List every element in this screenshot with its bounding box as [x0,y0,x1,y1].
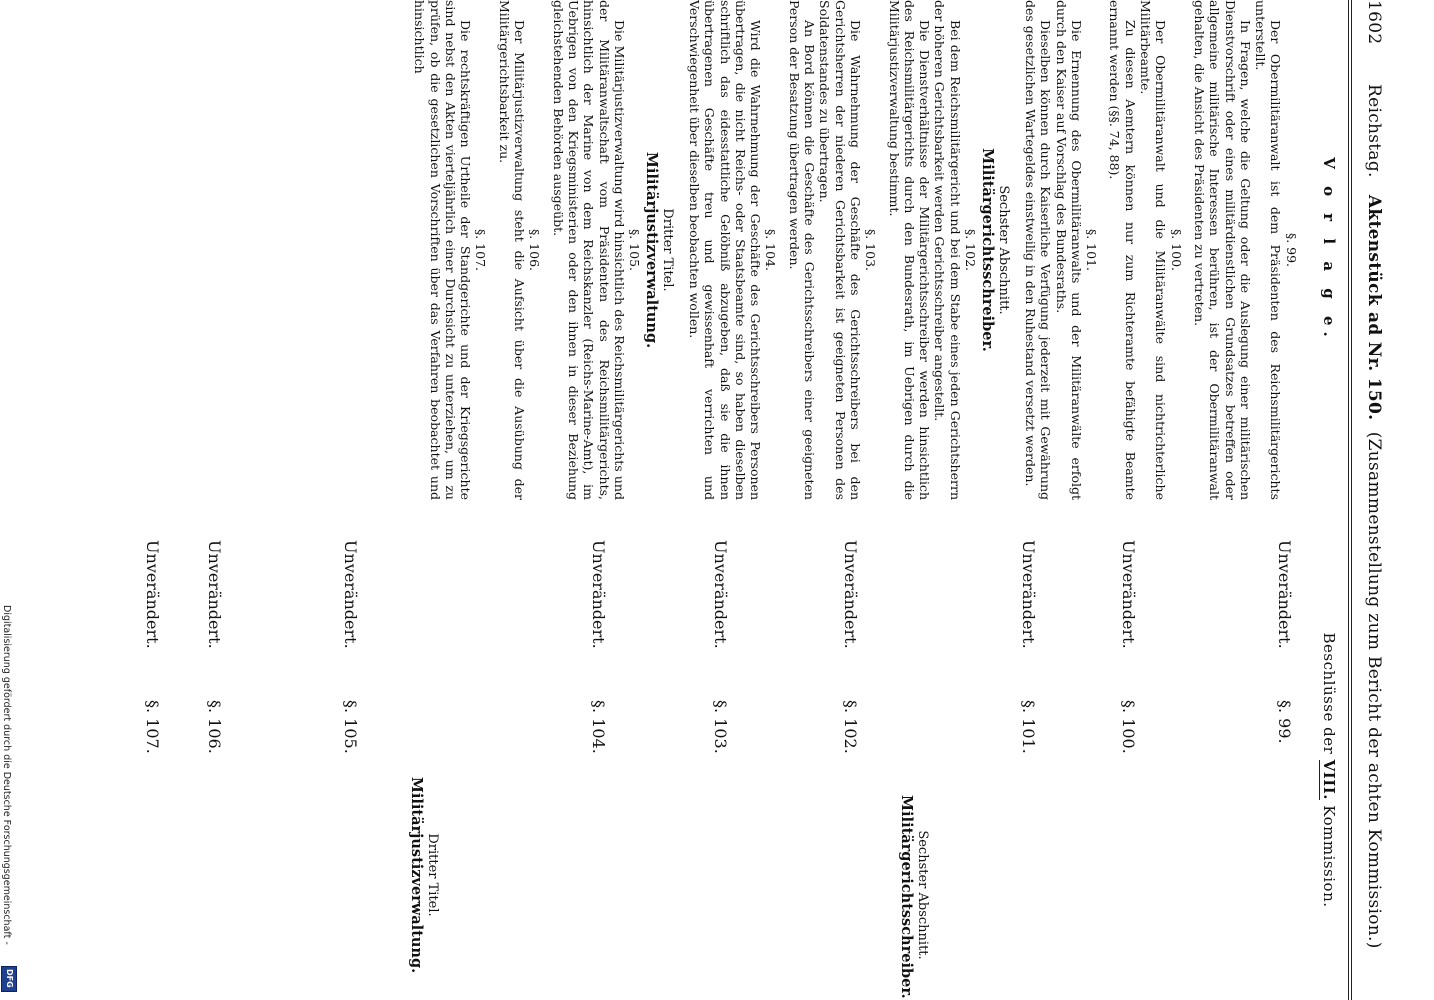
paragraph-id: §. 106. [527,228,543,272]
paragraph-text: Die Dienstverhältnisse der Militärgerichtsschreiber werden hinsichtlich des Reichsmilitärgerichts durch den Bundesrath, im Uebrigen durch die Militärjustizverwaltung bestimmt. [886,0,933,500]
decision-paragraph-id: §. 104. [589,700,608,754]
decision-paragraph-id: §. 100. [1119,700,1138,754]
paragraph-text: In Fragen, welche die Geltung oder die Auslegung einer militärischen Dienstvorschrift oder eines militärdienstlichen Grundsatzes betreffen oder allgemeine militärische Interessen berühren, ist der Obermilitäranwalt gehalten, die Ansicht des Präsidenten zu vertreten. [1191,0,1253,500]
chapter-subtitle: Militärjustizverwaltung. [408,776,425,974]
unchanged-label: Unverändert. [711,540,730,649]
paragraph-id: §. 100. [1168,228,1184,272]
decision-row [132,540,162,1000]
decision-paragraph-id: §. 103. [711,700,730,754]
decision-paragraph-id: §. 107. [143,700,162,754]
unchanged-label: Unverändert. [589,540,608,649]
paragraph-text: Wird die Wahrnehmung der Geschäfte des Gerichtsschreibers Personen übertragen, die nicht Reichs- oder Staatsbeamte sind, so haben dieselben schriftlich das eidesstattliche Gelöbniß abzugeben, daß sie die ihnen übertragenen Geschäfte treu und gewissenhaft verrichten und Verschwiegenheit über dieselben beobachten wollen. [687,0,764,500]
chapter-subtitle: Militärjustizverwaltung. [643,151,661,349]
right-chapter-dritter [406,775,440,975]
section-104 [687,0,779,500]
decision-paragraph-id: §. 106. [205,700,224,754]
unchanged-label: Unverändert. [341,540,360,649]
dfg-logo [1,966,17,992]
paragraph-text: Der Obermilitäranwalt ist dem Präsidenten des Reichsmilitärgerichts unterstellt. [1253,0,1284,500]
section-103 [787,0,879,500]
section-107 [412,0,488,500]
paragraph-text: Zu diesen Aemtern können nur zum Richteramte befähigte Beamte ernannt werden (§§. 74, 88). [1107,0,1138,500]
unchanged-label: Unverändert. [1275,540,1294,649]
chapter-title: Dritter Titel. [425,833,440,917]
decision-paragraph-id: §. 102. [841,700,860,754]
paragraph-id: §. 101. [1084,228,1100,272]
dfg-logo-text: DFG [5,969,14,988]
paragraph-id: §. 102. [963,228,979,272]
decision-row [830,540,860,1000]
chapter-title: Sechster Abschnitt. [915,830,930,960]
paragraph-text: Die Militärjustizverwaltung wird hinsichtlich des Reichsmilitärgerichts und der Militäranwaltschaft vom Präsidenten des Reichsmilitärgerichts, hinsichtlich der Marine von dem Reichskanzler (Reichs-Marine-Amt), im Uebrigen von den Kriegsministerien oder den ihnen in dieser Beziehung gleichstehenden Behörden ausgeübt. [550,0,627,500]
decision-row [578,540,608,1000]
header-title-suffix: (Zusammenstellung zum Bericht der achten Kommission.) [1364,431,1384,949]
chapter-title: Sechster Abschnitt. [995,185,1011,315]
document-page [60,0,1390,1000]
paragraph-text: An Bord können die Geschäfte des Gerichtsschreibers einer geeigneten Person der Besatzung übertragen werden. [786,0,818,500]
decision-row [330,540,360,1000]
section-105 [550,0,642,500]
paragraph-text: Bei dem Reichsmilitärgericht und bei dem Stabe eines jeden Gerichtsherrn der höheren Gerichtsbarkeit werden Gerichtsschreiber angestellt. [932,0,963,500]
chapter-subtitle: Militärgerichtsschreiber. [898,795,915,999]
right-column-heading [1321,540,1336,1000]
decision-paragraph-id: §. 105. [341,700,360,754]
right-heading-roman: VIII. [1320,759,1338,800]
paragraph-text: Die Ernennung des Obermilitäranwalts und der Militäranwälte erfolgt durch den Kaiser auf Vorschlag des Bundesraths. [1053,0,1084,500]
decision-row [194,540,224,1000]
unchanged-label: Unverändert. [205,540,224,649]
left-column [412,0,1338,500]
section-101 [1023,0,1099,500]
unchanged-label: Unverändert. [841,540,860,649]
paragraph-text: Dieselben können durch Kaiserliche Verfügung jederzeit mit Gewährung des gesetzlichen Wartegeldes einstweilig in den Ruhestand versetzt werden. [1022,0,1054,500]
paragraph-id: §. 105. [627,228,643,272]
section-99 [1192,0,1299,500]
header-title-main: Aktenstück ad Nr. 150. [1364,194,1384,421]
paragraph-id: §. 99. [1283,232,1299,268]
page-number: 1602 [1364,0,1384,45]
header-title [1364,84,1384,949]
decision-row [700,540,730,1000]
paragraph-text: Die Wahrnehmung der Geschäfte des Gerichtsschreibers bei den Gerichtsherren der niederen Gerichtsbarkeit ist geeigneten Personen des Soldatenstandes zu übertragen. [817,0,863,500]
right-heading-prefix: Beschlüsse der [1320,632,1338,755]
chapter-sechster-abschnitt [980,0,1011,500]
paragraph-id: §. 104. [763,228,779,272]
digitization-note [2,605,14,965]
digitization-note-text: Digitalisierung gefördert durch die Deutsche Forschungsgemeinschaft - [1,605,12,945]
decision-paragraph-id: §. 101. [1019,700,1038,754]
right-column [1313,540,1338,1000]
decision-paragraph-id: §. 99. [1275,700,1294,744]
paragraph-id: §. 103. [863,228,879,272]
unchanged-label: Unverändert. [1019,540,1038,649]
decision-row [1108,540,1138,1000]
paragraph-text: Der Obermilitäranwalt und die Militäranwälte sind nichtrichterliche Militärbeamte. [1138,0,1169,500]
chapter-dritter-titel [644,0,675,500]
decision-row [1008,540,1038,1000]
decision-row [1264,540,1294,1000]
right-heading-suffix: Kommission. [1320,805,1338,908]
unchanged-label: Unverändert. [143,540,162,649]
unchanged-label: Unverändert. [1119,540,1138,649]
section-106 [496,0,542,500]
header-divider [1348,0,1352,1000]
chapter-title: Dritter Titel. [659,208,675,292]
section-100 [1107,0,1183,500]
paragraph-id: §. 107. [473,228,489,272]
page-header [1356,0,1390,1000]
chapter-subtitle: Militärgerichtsschreiber. [979,148,997,352]
right-chapter-sechster [896,795,930,999]
paragraph-text: Der Militärjustizverwaltung steht die Aufsicht über die Ausübung der Militärgerichtsbarkeit zu. [496,0,528,500]
section-102 [886,0,978,500]
header-title-prefix: Reichstag. [1364,84,1384,178]
left-column-heading: V o r l a g e. [1320,157,1338,343]
paragraph-text: Die rechtskräftigen Urtheile der Standgerichte und der Kriegsgerichte sind nebst den Akten vierteljährlich einer Durchsicht zu unterziehen, um zu prüfen, ob die gesetzlichen Vorschriften über das Verfahren beobachtet und hinsichtlich [412,0,474,500]
